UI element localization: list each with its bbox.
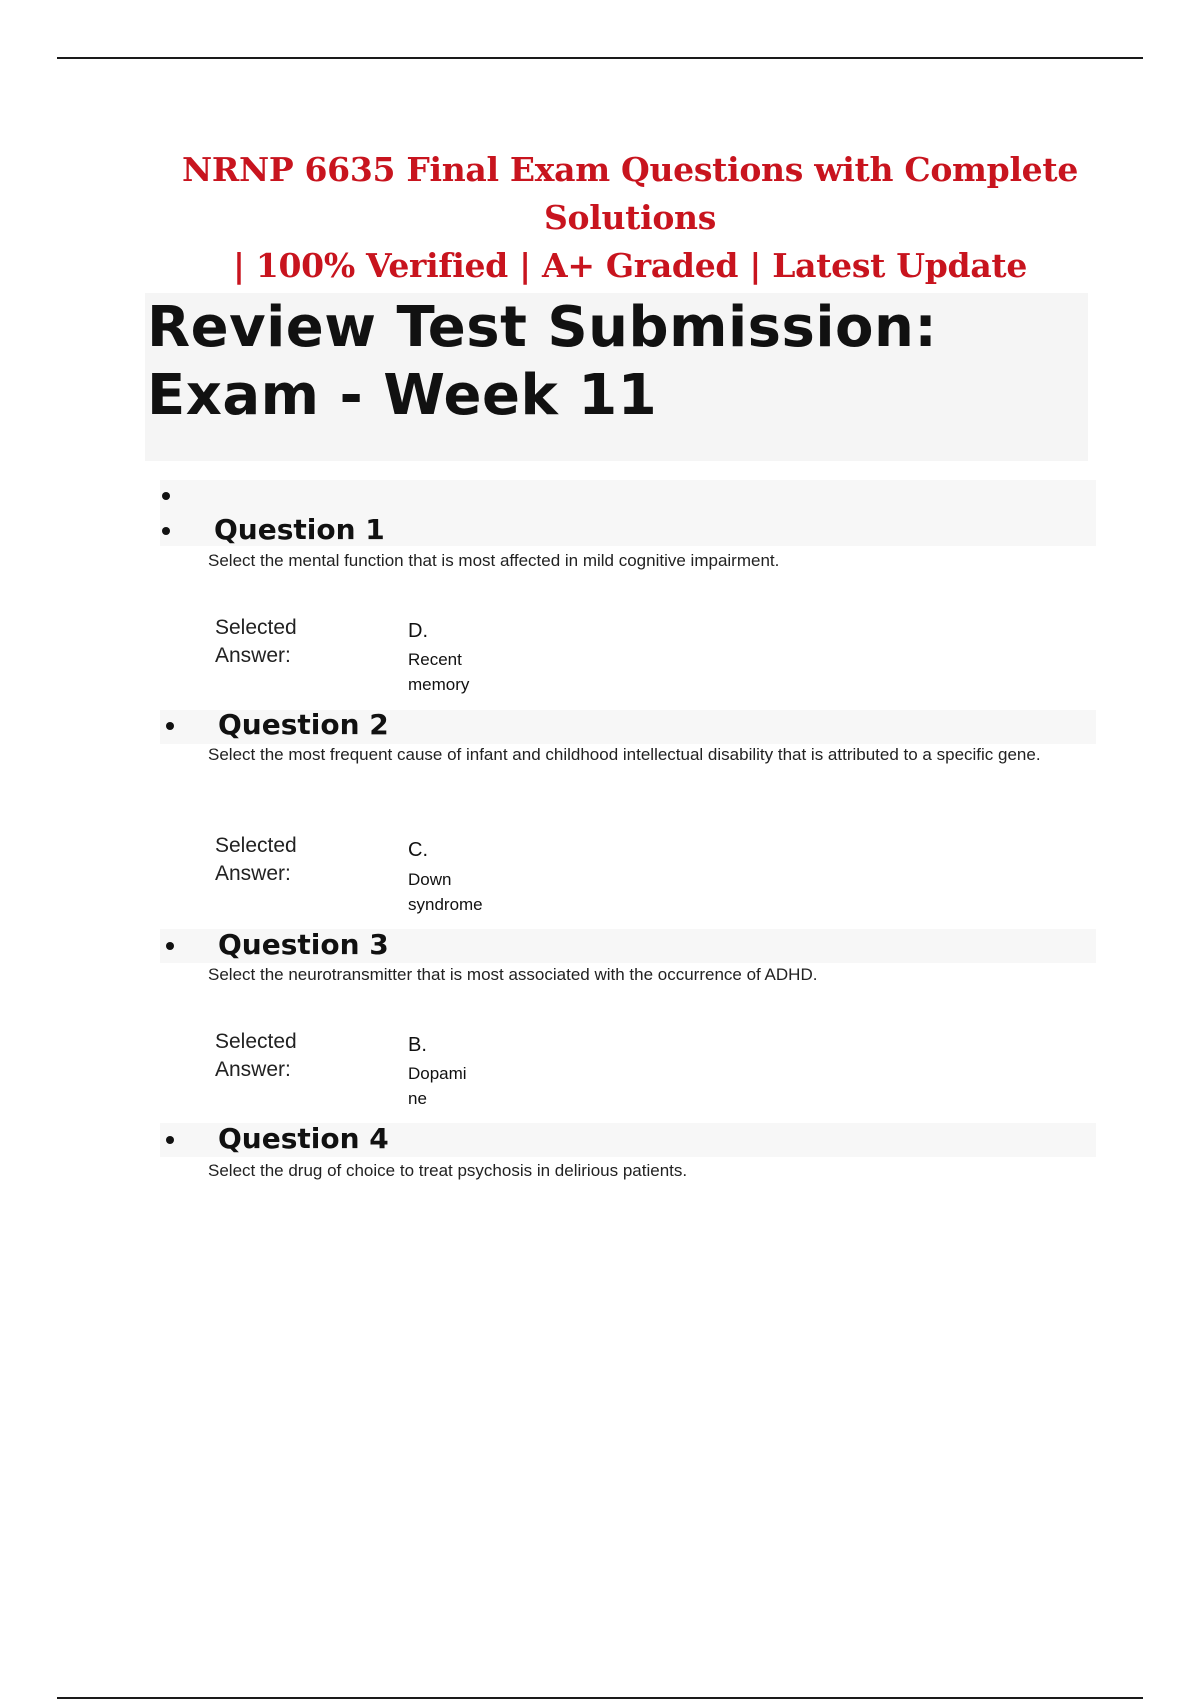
page-heading xyxy=(147,294,937,430)
question-3-selected-label: Selected Answer: xyxy=(215,1030,297,1081)
question-2-text: Select the most frequent cause of infant and childhood intellectual disability that is attributed to a specific gene. xyxy=(208,745,1041,764)
question-2-answer-letter: C. xyxy=(408,839,428,861)
question-1-answer-text: Recent memory xyxy=(408,650,470,694)
document-title xyxy=(140,146,1120,290)
question-1-answer-letter: D. xyxy=(408,620,428,642)
page-heading-line-2: Exam - Week 11 xyxy=(147,363,658,428)
question-3-bullet xyxy=(166,942,174,950)
question-2-answer-text: Down syndrome xyxy=(408,870,483,914)
question-2-selected-label: Selected Answer: xyxy=(215,834,297,885)
question-1-bullet xyxy=(162,527,170,535)
page-heading-line-1: Review Test Submission: xyxy=(147,295,938,360)
document-title-line-1: NRNP 6635 Final Exam Questions with Complete Solutions xyxy=(181,150,1079,237)
empty-bullet xyxy=(162,492,170,500)
question-3-title: Question 3 xyxy=(218,928,389,961)
document-title-line-2: | 100% Verified | A+ Graded | Latest Update xyxy=(232,246,1028,285)
top-rule xyxy=(57,57,1143,59)
question-3-answer-text: Dopami ne xyxy=(408,1064,467,1108)
question-4-text: Select the drug of choice to treat psychosis in delirious patients. xyxy=(208,1161,688,1180)
question-1-title: Question 1 xyxy=(214,513,385,546)
question-1-selected-label: Selected Answer: xyxy=(215,616,297,667)
question-3-text: Select the neurotransmitter that is most associated with the occurrence of ADHD. xyxy=(208,965,818,984)
question-2-title: Question 2 xyxy=(218,708,389,741)
bottom-rule xyxy=(57,1697,1143,1699)
question-2-bullet xyxy=(166,722,174,730)
question-1-text: Select the mental function that is most affected in mild cognitive impairment. xyxy=(208,551,780,570)
question-3-answer-letter: B. xyxy=(408,1034,427,1056)
question-4-title: Question 4 xyxy=(218,1122,389,1155)
question-4-bullet xyxy=(166,1136,174,1144)
